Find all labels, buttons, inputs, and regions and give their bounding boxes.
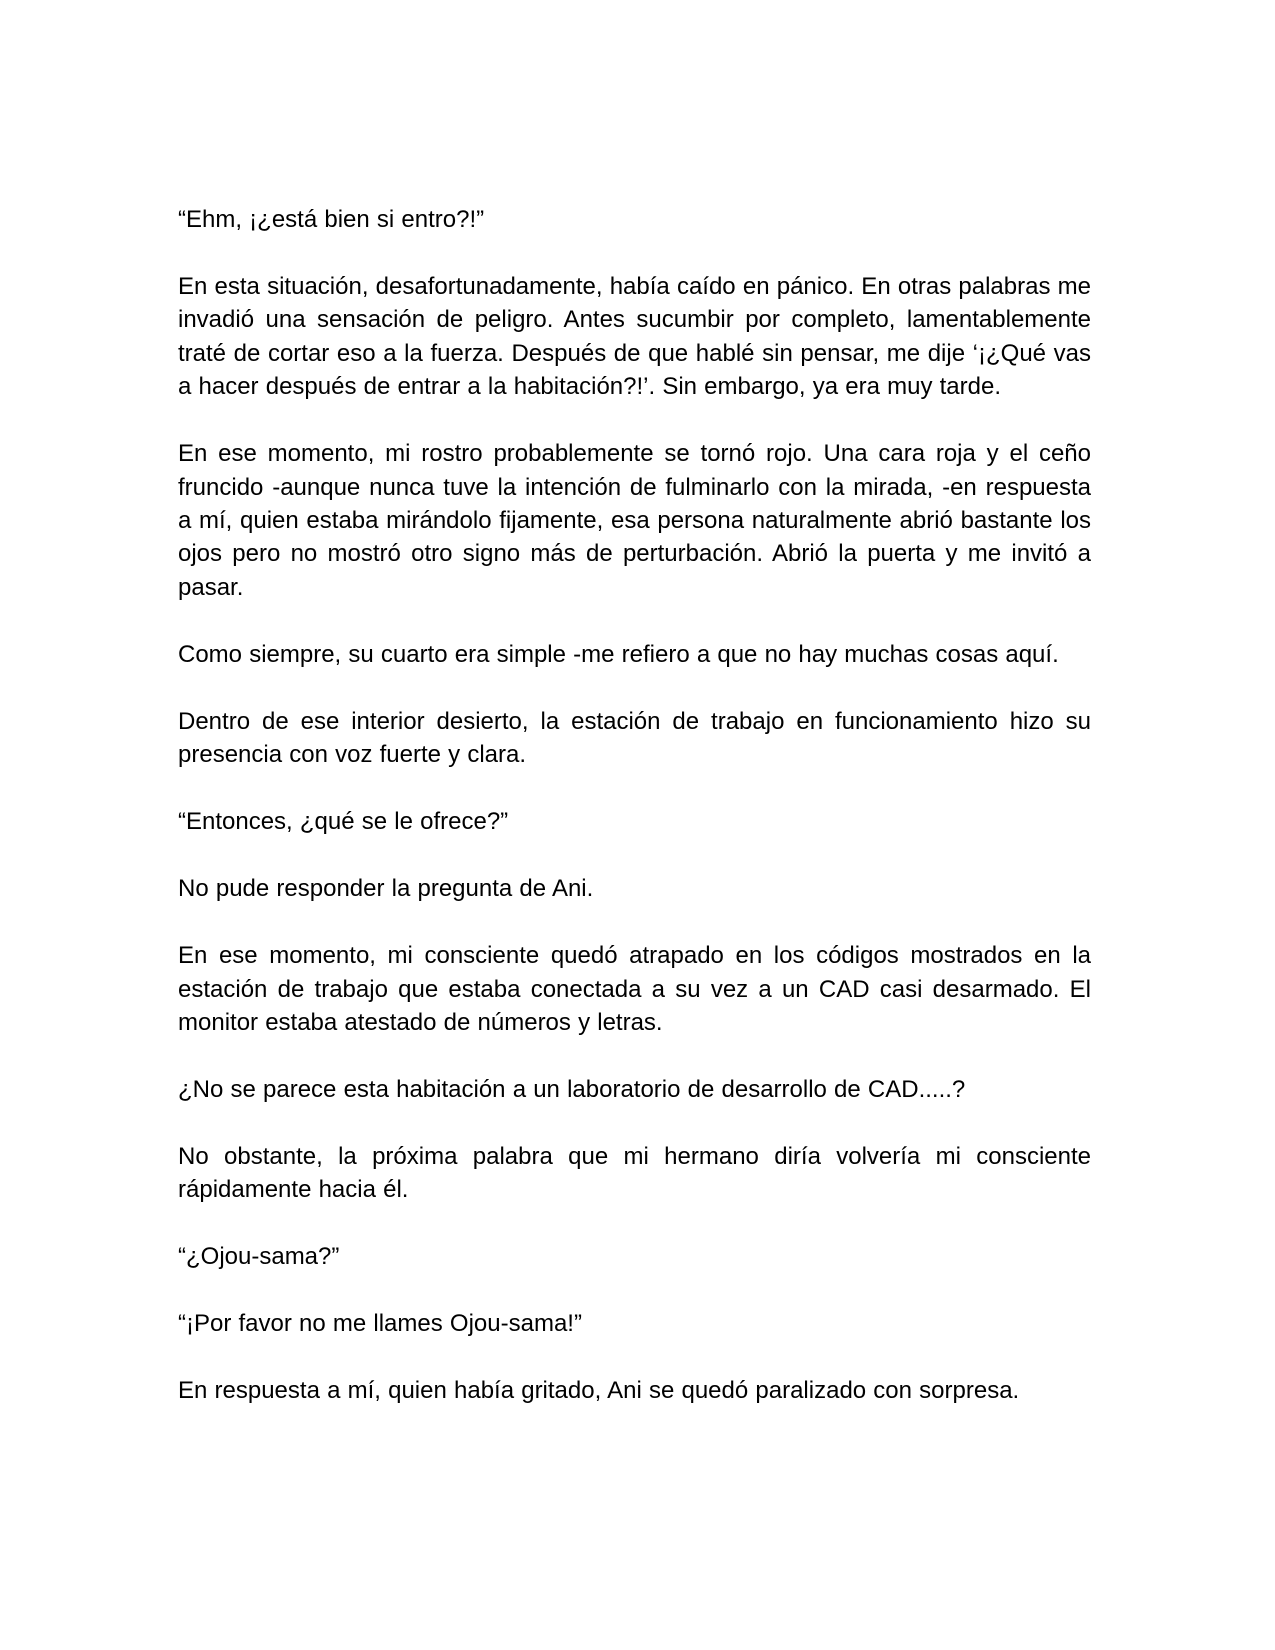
paragraph: “Entonces, ¿qué se le ofrece?” xyxy=(178,808,509,836)
paragraph: En esta situación, desafortunadamente, había caído en pánico. En otras palabras me invadió una sensación de peligro. Antes sucumbir por completo, lamentablemente traté de cortar eso a la fuerza. Después de que hablé sin pensar, me dije ‘¡¿Qué vas a hacer después de entrar a la habitación?!’. Sin embargo, ya era muy tarde. xyxy=(178,273,1091,401)
paragraph: “¡Por favor no me llames Ojou-sama!” xyxy=(178,1310,582,1338)
paragraph: No pude responder la pregunta de Ani. xyxy=(178,875,594,903)
paragraph: ¿No se parece esta habitación a un laboratorio de desarrollo de CAD.....? xyxy=(178,1076,966,1104)
paragraph: “Ehm, ¡¿está bien si entro?!” xyxy=(178,206,485,233)
paragraph: Dentro de ese interior desierto, la estación de trabajo en funcionamiento hizo su presencia con voz fuerte y clara. xyxy=(178,707,1091,769)
paragraph: En ese momento, mi rostro probablemente se tornó rojo. Una cara roja y el ceño fruncido -aunque nunca tuve la intención de fulminarlo con la mirada, -en respuesta a mí, quien estaba mirándolo fijamente, esa persona naturalmente abrió bastante los ojos pero no mostró otro signo más de perturbación. Abrió la puerta y me invitó a pasar. xyxy=(178,440,1091,601)
paragraph: Como siempre, su cuarto era simple -me refiero a que no hay muchas cosas aquí. xyxy=(178,640,1059,668)
paragraph: En respuesta a mí, quien había gritado, Ani se quedó paralizado con sorpresa. xyxy=(178,1377,1020,1405)
paragraph: “¿Ojou-sama?” xyxy=(178,1243,340,1271)
paragraph: No obstante, la próxima palabra que mi hermano diría volvería mi consciente rápidamente hacia él. xyxy=(178,1143,1091,1204)
paragraph: En ese momento, mi consciente quedó atrapado en los códigos mostrados en la estación de trabajo que estaba conectada a su vez a un CAD casi desarmado. El monitor estaba atestado de números y letras. xyxy=(178,942,1091,1037)
